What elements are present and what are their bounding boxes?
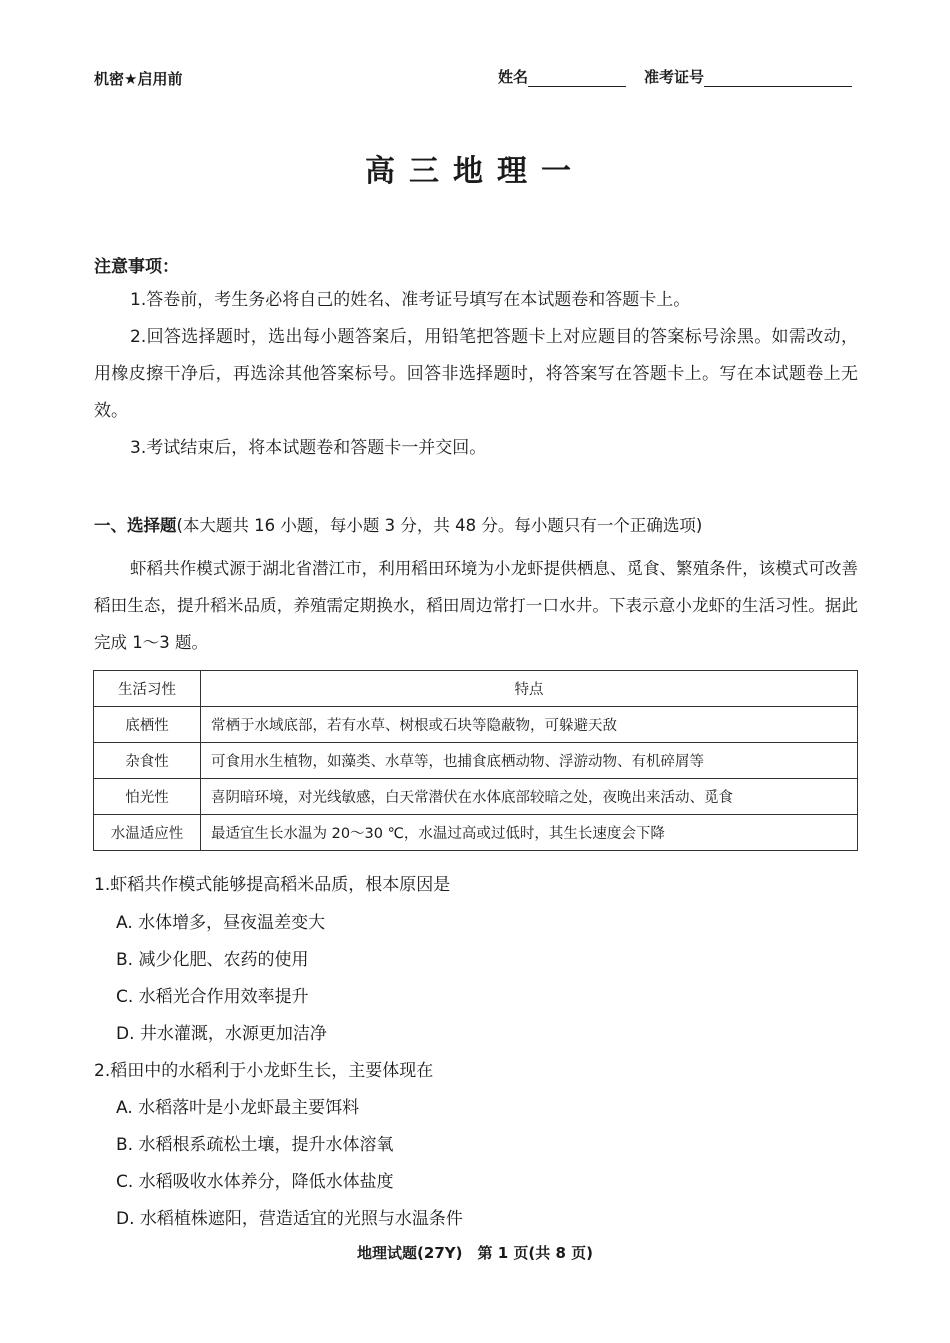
table-row bbox=[94, 707, 858, 743]
table-cell: 水温适应性 bbox=[94, 815, 201, 851]
table-header: 特点 bbox=[201, 671, 858, 707]
answer-option: A. 水体增多，昼夜温差变大 bbox=[116, 913, 326, 933]
table-cell: 可食用水生植物，如藻类、水草等，也捕食底栖动物、浮游动物、有机碎屑等 bbox=[201, 743, 858, 779]
question-stem: 1.虾稻共作模式能够提高稻米品质，根本原因是 bbox=[94, 875, 451, 895]
table-cell: 底栖性 bbox=[94, 707, 201, 743]
section-note: (本大题共 16 小题，每小题 3 分，共 48 分。每小题只有一个正确选项) bbox=[176, 516, 703, 535]
answer-option: C. 水稻光合作用效率提升 bbox=[116, 987, 309, 1007]
table-header-row bbox=[94, 671, 858, 707]
answer-option: D. 井水灌溉，水源更加洁净 bbox=[116, 1024, 327, 1044]
table-row bbox=[94, 815, 858, 851]
table-cell: 常栖于水域底部，若有水草、树根或石块等隐蔽物，可躲避天敌 bbox=[201, 707, 858, 743]
table-cell: 最适宜生长水温为 20～30 ℃，水温过高或过低时，其生长速度会下降 bbox=[201, 815, 858, 851]
table-row bbox=[94, 779, 858, 815]
answer-option: A. 水稻落叶是小龙虾最主要饵料 bbox=[116, 1098, 360, 1118]
answer-option: D. 水稻植株遮阳，营造适宜的光照与水温条件 bbox=[116, 1209, 463, 1229]
page-title: 高三地理一 bbox=[365, 154, 585, 189]
notice-heading: 注意事项： bbox=[94, 257, 179, 277]
passage-intro: 虾稻共作模式源于湖北省潜江市，利用稻田环境为小龙虾提供栖息、觅食、繁殖条件，该模式可改善稻田生态，提升稻米品质，养殖需定期换水，稻田周边常打一口水井。下表示意小龙虾的生活习性。据此完成 1～3 题。 bbox=[94, 559, 858, 652]
name-blank bbox=[528, 68, 626, 87]
table-cell: 喜阴暗环境，对光线敏感，白天常潜伏在水体底部较暗之处，夜晚出来活动、觅食 bbox=[201, 779, 858, 815]
table-row bbox=[94, 743, 858, 779]
notice-item: 2.回答选择题时，选出每小题答案后，用铅笔把答题卡上对应题目的答案标号涂黑。如需改动，用橡皮擦干净后，再选涂其他答案标号。回答非选择题时，将答案写在答题卡上。写在本试题卷上无效。 bbox=[94, 327, 858, 421]
page-footer: 地理试题(27Y) 第 1 页(共 8 页) bbox=[357, 1244, 593, 1262]
exam-id-label: 准考证号 bbox=[644, 68, 705, 86]
candidate-info bbox=[498, 66, 852, 87]
table-cell: 怕光性 bbox=[94, 779, 201, 815]
section-title: 一、选择题 bbox=[94, 516, 177, 535]
table-header: 生活习性 bbox=[94, 671, 201, 707]
exam-id-blank bbox=[704, 68, 852, 87]
answer-option: B. 水稻根系疏松土壤，提升水体溶氧 bbox=[116, 1135, 394, 1155]
notice-item: 3.考试结束后，将本试题卷和答题卡一并交回。 bbox=[130, 438, 487, 458]
section-heading bbox=[94, 512, 702, 536]
answer-option: B. 减少化肥、农药的使用 bbox=[116, 950, 309, 970]
habits-table bbox=[93, 670, 858, 851]
notice-item: 1.答卷前，考生务必将自己的姓名、准考证号填写在本试题卷和答题卡上。 bbox=[130, 290, 691, 310]
name-label: 姓名 bbox=[498, 68, 529, 86]
question-stem: 2.稻田中的水稻利于小龙虾生长，主要体现在 bbox=[94, 1061, 434, 1081]
table-cell: 杂食性 bbox=[94, 743, 201, 779]
answer-option: C. 水稻吸收水体养分，降低水体盐度 bbox=[116, 1172, 394, 1192]
notice-list bbox=[94, 282, 858, 467]
confidential-label: 机密★启用前 bbox=[94, 70, 183, 88]
